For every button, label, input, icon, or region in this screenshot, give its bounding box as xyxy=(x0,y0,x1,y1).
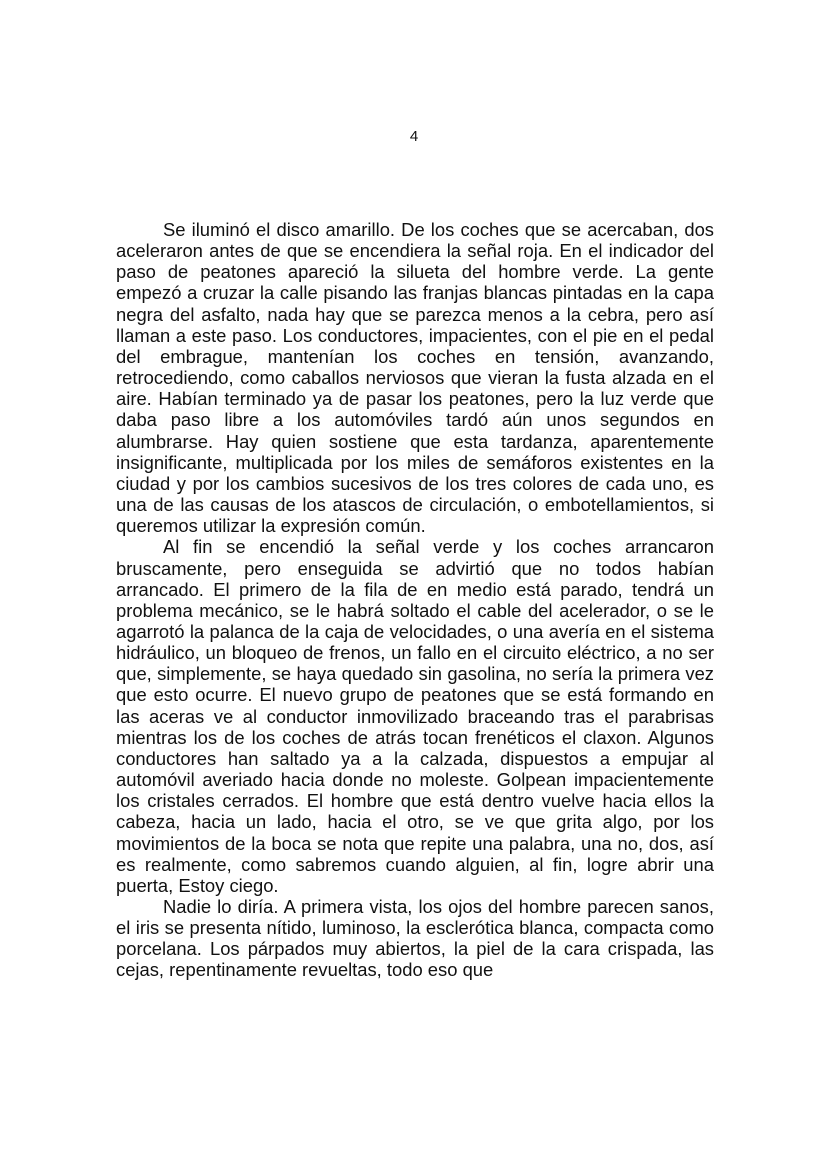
paragraph: Al fin se encendió la señal verde y los coches arrancaron bruscamente, pero enseguida se advirtió que no todos habían arrancado. El primero de la fila de en medio está parado, tendrá un problema mecánico, se le habrá soltado el cable del acelerador, o se le agarrotó la palanca de la caja de velocidades, o una avería en el sistema hidráulico, un bloqueo de frenos, un fallo en el circuito eléctrico, a no ser que, simplemente, se haya quedado sin gasolina, no sería la primera vez que esto ocurre. El nuevo grupo de peatones que se está formando en las aceras ve al conductor inmovilizado braceando tras el parabrisas mientras los de los coches de atrás tocan frenéticos el claxon. Algunos conductores han saltado ya a la calzada, dispuestos a empujar al automóvil averiado hacia donde no moleste. Golpean impacientemente los cristales cerrados. El hombre que está dentro vuelve hacia ellos la cabeza, hacia un lado, hacia el otro, se ve que grita algo, por los movimientos de la boca se nota que repite una palabra, una no, dos, así es realmente, como sabremos cuando alguien, al fin, logre abrir una puerta, Estoy ciego. xyxy=(116,536,714,896)
page-number: 4 xyxy=(409,128,419,145)
paragraph: Se iluminó el disco amarillo. De los coches que se acercaban, dos aceleraron antes de que se encendiera la señal roja. En el indicador del paso de peatones apareció la silueta del hombre verde. La gente empezó a cruzar la calle pisando las franjas blancas pintadas en la capa negra del asfalto, nada hay que se parezca menos a la cebra, pero así llaman a este paso. Los conductores, impacientes, con el pie en el pedal del embrague, mantenían los coches en tensión, avanzando, retrocediendo, como caballos nerviosos que vieran la fusta alzada en el aire. Habían terminado ya de pasar los peatones, pero la luz verde que daba paso libre a los automóviles tardó aún unos segundos en alumbrarse. Hay quien sostiene que esta tardanza, aparentemente insignificante, multiplicada por los miles de semáforos existentes en la ciudad y por los cambios sucesivos de los tres colores de cada uno, es una de las causas de los atascos de circulación, o embotellamientos, si queremos utilizar la expresión común. xyxy=(116,219,714,537)
paragraph: Nadie lo diría. A primera vista, los ojos del hombre parecen sanos, el iris se presenta nítido, luminoso, la esclerótica blanca, compacta como porcelana. Los párpados muy abiertos, la piel de la cara crispada, las cejas, repentinamente revueltas, todo eso que xyxy=(116,896,714,981)
body-text xyxy=(116,219,714,981)
